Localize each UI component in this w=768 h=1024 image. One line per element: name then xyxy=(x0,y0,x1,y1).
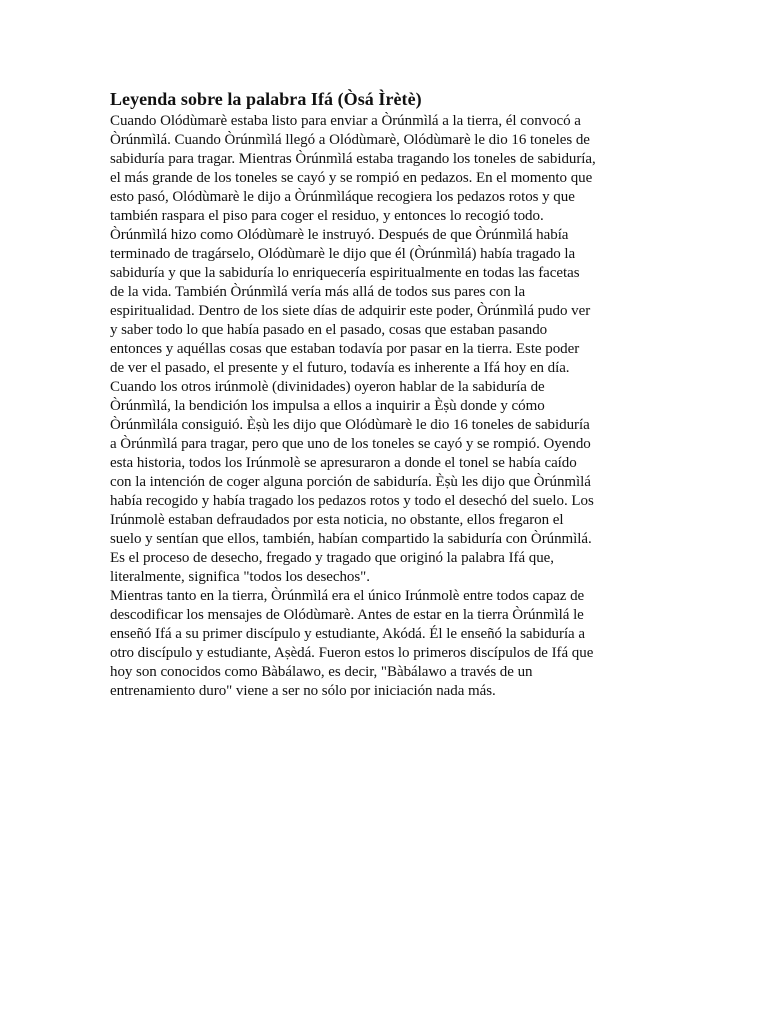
text-line-23: suelo y sentían que ellos, también, habían compartido la sabiduría con Òrúnmìlá. xyxy=(110,531,592,547)
text-line-5: esto pasó, Olódùmarè le dijo a Òrúnmìláque recogiera los pedazos rotos y que xyxy=(110,189,575,205)
text-line-12: y saber todo lo que había pasado en el pasado, cosas que estaban pasando xyxy=(110,322,548,338)
text-line-13: entonces y aquéllas cosas que estaban todavía por pasar en la tierra. Este poder xyxy=(110,341,580,357)
text-line-28: enseñó Ifá a su primer discípulo y estudiante, Akódá. Él le enseñó la sabiduría a xyxy=(110,626,585,642)
text-line-10: de la vida. También Òrúnmìlá vería más allá de todos sus pares con la xyxy=(110,284,526,300)
text-line-1: Cuando Olódùmarè estaba listo para enviar a Òrúnmìlá a la tierra, él convocó a xyxy=(110,113,581,129)
text-line-19: esta historia, todos los Irúnmolè se apresuraron a donde el tonel se había caído xyxy=(110,455,577,471)
text-line-30: hoy son conocidos como Bàbálawo, es decir, "Bàbálawo a través de un xyxy=(110,664,533,680)
text-line-3: sabiduría para tragar. Mientras Òrúnmìlá estaba tragando los toneles de sabiduría, xyxy=(110,151,596,167)
text-line-29: otro discípulo y estudiante, Aṣèdá. Fueron estos lo primeros discípulos de Ifá que xyxy=(110,645,594,661)
text-line-17: Òrúnmìlála consiguió. Èṣù les dijo que Olódùmarè le dio 16 toneles de sabiduría xyxy=(110,417,590,433)
text-line-21: había recogido y había tragado los pedazos rotos y todo el desechó del suelo. Los xyxy=(110,493,594,509)
text-line-15: Cuando los otros irúnmolè (divinidades) oyeron hablar de la sabiduría de xyxy=(110,379,545,395)
text-line-18: a Òrúnmìlá para tragar, pero que uno de los toneles se cayó y se rompió. Oyendo xyxy=(110,436,591,452)
text-line-11: espiritualidad. Dentro de los siete días de adquirir este poder, Òrúnmìlá pudo ver xyxy=(110,303,591,319)
document-body xyxy=(110,112,660,701)
text-line-2: Òrúnmìlá. Cuando Òrúnmìlá llegó a Olódùmarè, Olódùmarè le dio 16 toneles de xyxy=(110,132,590,148)
text-line-6: también raspara el piso para coger el residuo, y entonces lo recogió todo. xyxy=(110,208,544,224)
text-line-25: literalmente, significa "todos los desechos". xyxy=(110,569,370,585)
text-line-7: Òrúnmìlá hizo como Olódùmarè le instruyó. Después de que Òrúnmìlá había xyxy=(110,227,569,243)
text-line-22: Irúnmolè estaban defraudados por esta noticia, no obstante, ellos fregaron el xyxy=(110,512,564,528)
document-title: Leyenda sobre la palabra Ifá (Òsá Ìrètè) xyxy=(110,89,422,109)
text-line-14: de ver el pasado, el presente y el futuro, todavía es inherente a Ifá hoy en día. xyxy=(110,360,570,376)
text-line-26: Mientras tanto en la tierra, Òrúnmìlá era el único Irúnmolè entre todos capaz de xyxy=(110,588,585,604)
text-line-27: descodificar los mensajes de Olódùmarè. Antes de estar en la tierra Òrúnmìlá le xyxy=(110,607,584,623)
text-line-16: Òrúnmìlá, la bendición los impulsa a ellos a inquirir a Èṣù donde y cómo xyxy=(110,398,545,414)
text-line-8: terminado de tragárselo, Olódùmarè le dijo que él (Òrúnmìlá) había tragado la xyxy=(110,246,576,262)
text-line-9: sabiduría y que la sabiduría lo enriquecería espiritualmente en todas las facetas xyxy=(110,265,580,281)
text-line-20: con la intención de coger alguna porción de sabiduría. Èṣù les dijo que Òrúnmìlá xyxy=(110,474,591,490)
document-page xyxy=(110,87,660,701)
text-line-4: el más grande de los toneles se cayó y se rompió en pedazos. En el momento que xyxy=(110,170,593,186)
text-line-24: Es el proceso de desecho, fregado y tragado que originó la palabra Ifá que, xyxy=(110,550,554,566)
text-line-31: entrenamiento duro" viene a ser no sólo por iniciación nada más. xyxy=(110,683,496,699)
